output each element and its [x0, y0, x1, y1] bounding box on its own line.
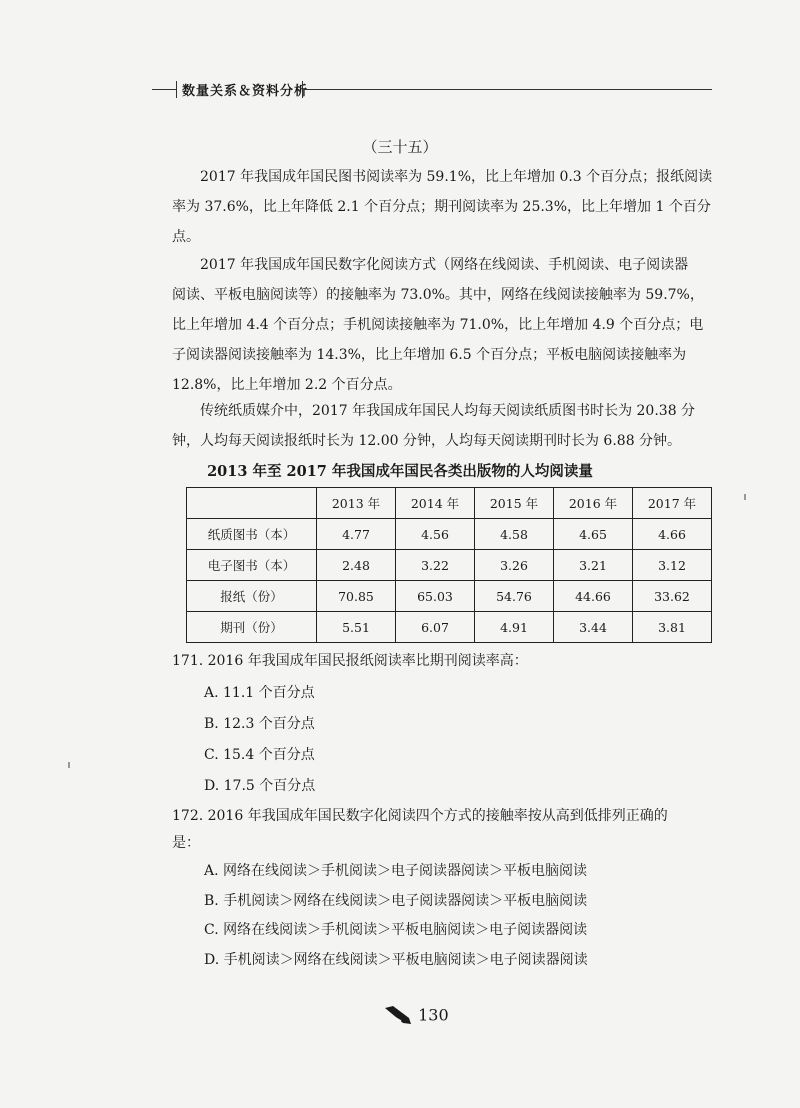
- question-171-option-c: C. 15.4 个百分点: [204, 747, 315, 763]
- header-cell: 2015 年: [475, 488, 554, 519]
- header-rule-right: [304, 89, 712, 90]
- question-171: 171. 2016 年我国成年国民报纸阅读率比期刊阅读率高：: [172, 653, 528, 669]
- row-label: 纸质图书（本）: [187, 519, 317, 550]
- text-line: 12.8%，比上年增加 2.2 个百分点。: [172, 377, 402, 393]
- text-line: 比上年增加 4.4 个百分点；手机阅读接触率为 71.0%，比上年增加 4.9 个百分点；电: [172, 317, 704, 333]
- pen-nib-icon: [383, 1004, 413, 1026]
- row-label: 期刊（份）: [187, 612, 317, 643]
- header-cell: [187, 488, 317, 519]
- table-cell: 2.48: [317, 550, 396, 581]
- header-divider: [176, 81, 177, 98]
- table-cell: 44.66: [554, 581, 633, 612]
- text-line: 阅读、平板电脑阅读等）的接触率为 73.0%。其中，网络在线阅读接触率为 59.7%，: [172, 287, 704, 303]
- text-line: 传统纸质媒介中，2017 年我国成年国民人均每天阅读纸质图书时长为 20.38 分: [200, 403, 696, 419]
- text-line: 2017 年我国成年国民图书阅读率为 59.1%，比上年增加 0.3 个百分点；报纸阅读: [200, 169, 713, 185]
- question-172-option-a: A. 网络在线阅读＞手机阅读＞电子阅读器阅读＞平板电脑阅读: [204, 863, 588, 879]
- table-cell: 4.65: [554, 519, 633, 550]
- table-cell: 54.76: [475, 581, 554, 612]
- header-cell: 2016 年: [554, 488, 633, 519]
- header-text: 数量关系＆资料分析: [182, 84, 309, 99]
- question-172-continued: 是：: [172, 835, 200, 851]
- question-172-option-d: D. 手机阅读＞网络在线阅读＞平板电脑阅读＞电子阅读器阅读: [204, 952, 588, 968]
- table-header-row: [187, 488, 712, 519]
- table-cell: 65.03: [396, 581, 475, 612]
- question-171-option-b: B. 12.3 个百分点: [204, 716, 315, 732]
- scan-artifact: [68, 762, 70, 768]
- text-line: 2017 年我国成年国民数字化阅读方式（网络在线阅读、手机阅读、电子阅读器: [200, 257, 689, 273]
- table-cell: 33.62: [633, 581, 712, 612]
- table-row: [187, 612, 712, 643]
- question-171-option-d: D. 17.5 个百分点: [204, 778, 316, 794]
- table-row: [187, 581, 712, 612]
- table-cell: 4.58: [475, 519, 554, 550]
- question-172: 172. 2016 年我国成年国民数字化阅读四个方式的接触率按从高到低排列正确的: [172, 808, 668, 824]
- question-172-option-c: C. 网络在线阅读＞手机阅读＞平板电脑阅读＞电子阅读器阅读: [204, 922, 588, 938]
- paragraph-reading-rates: [172, 162, 720, 252]
- table-row: [187, 519, 712, 550]
- paragraph-digital-reading: [172, 250, 720, 400]
- text-line: 钟，人均每天阅读报纸时长为 12.00 分钟，人均每天阅读期刊时长为 6.88 分钟。: [172, 433, 682, 449]
- table-cell: 4.91: [475, 612, 554, 643]
- table-cell: 3.22: [396, 550, 475, 581]
- row-label: 报纸（份）: [187, 581, 317, 612]
- table-cell: 3.44: [554, 612, 633, 643]
- page-number: [383, 1004, 449, 1034]
- table-cell: 4.66: [633, 519, 712, 550]
- text-line: 子阅读器阅读接触率为 14.3%，比上年增加 6.5 个百分点；平板电脑阅读接触率为: [172, 347, 687, 363]
- header-divider: [302, 81, 303, 98]
- table-cell: 4.56: [396, 519, 475, 550]
- table-cell: 70.85: [317, 581, 396, 612]
- question-172-option-b: B. 手机阅读＞网络在线阅读＞电子阅读器阅读＞平板电脑阅读: [204, 893, 588, 909]
- table-cell: 3.26: [475, 550, 554, 581]
- text-line: 率为 37.6%，比上年降低 2.1 个百分点；期刊阅读率为 25.3%，比上年增加 1 个百分: [172, 199, 711, 215]
- question-171-option-a: A. 11.1 个百分点: [204, 685, 315, 701]
- text-line: 点。: [172, 229, 200, 245]
- table-cell: 3.12: [633, 550, 712, 581]
- table-cell: 4.77: [317, 519, 396, 550]
- paragraph-print-media: [172, 396, 720, 456]
- table-cell: 3.21: [554, 550, 633, 581]
- header-cell: 2014 年: [396, 488, 475, 519]
- reading-volume-table: [186, 487, 712, 643]
- table-title: 2013 年至 2017 年我国成年国民各类出版物的人均阅读量: [207, 463, 593, 480]
- table-row: [187, 550, 712, 581]
- header-rule-left: [152, 89, 176, 90]
- section-title: （三十五）: [362, 138, 438, 156]
- scan-artifact: [744, 494, 746, 500]
- table-cell: 3.81: [633, 612, 712, 643]
- page-number-text: 130: [418, 1005, 449, 1025]
- row-label: 电子图书（本）: [187, 550, 317, 581]
- header-cell: 2017 年: [633, 488, 712, 519]
- table-cell: 6.07: [396, 612, 475, 643]
- table-cell: 5.51: [317, 612, 396, 643]
- header-cell: 2013 年: [317, 488, 396, 519]
- running-header: [152, 78, 712, 102]
